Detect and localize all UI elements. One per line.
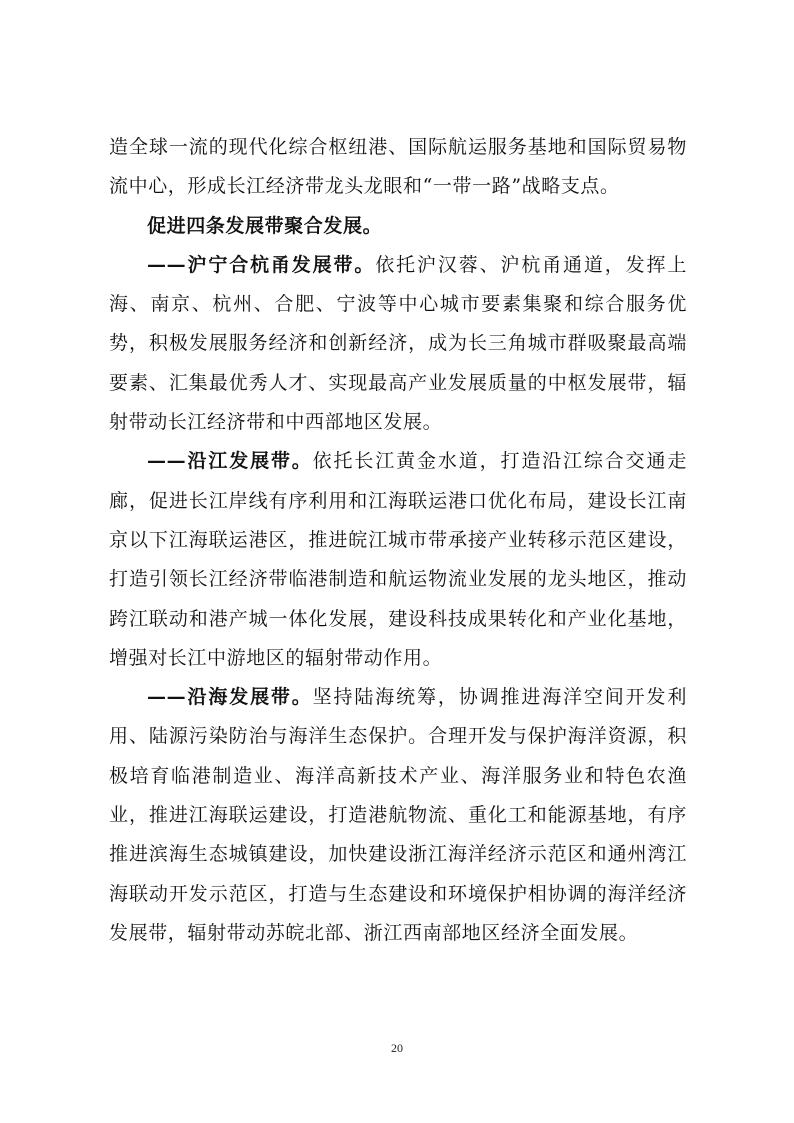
document-body — [109, 128, 687, 953]
belt-body-yanjiang: 依托长江黄金水道，打造沿江综合交通走廊，促进长江岸线有序利用和江海联运港口优化布局，建设长江南京以下江海联运港区，推进皖江城市带承接产业转移示范区建设，打造引领长江经济带临港制造和航运物流业发展的龙头地区，推动跨江联动和港产城一体化发展，建设科技成果转化和产业化基地，增强对长江中游地区的辐射带动作用。 — [109, 450, 687, 669]
paragraph-continuation: 造全球一流的现代化综合枢纽港、国际航运服务基地和国际贸易物流中心，形成长江经济带龙头龙眼和“一带一路”战略支点。 — [109, 136, 687, 198]
paragraph-belt-yanjiang — [109, 442, 687, 678]
belt-body-huning: 依托沪汉蓉、沪杭甬通道，发挥上海、南京、杭州、合肥、宁波等中心城市要素集聚和综合服务优势，积极发展服务经济和创新经济，成为长三角城市群吸聚最高端要素、汇集最优秀人才、实现最高产业发展质量的中枢发展带，辐射带动长江经济带和中西部地区发展。 — [109, 253, 687, 434]
belt-title-yanhai: ——沿海发展带。 — [147, 686, 313, 709]
section-heading: 促进四条发展带聚合发展。 — [147, 214, 383, 237]
paragraph-belt-huning — [109, 246, 687, 442]
page-number: 20 — [391, 1041, 403, 1055]
belt-title-huning: ——沪宁合杭甬发展带。 — [147, 253, 376, 276]
paragraph-belt-yanhai — [109, 678, 687, 953]
belt-body-yanhai: 坚持陆海统筹，协调推进海洋空间开发利用、陆源污染防治与海洋生态保护。合理开发与保护海洋资源，积极培育临港制造业、海洋高新技术产业、海洋服务业和特色农渔业，推进江海联运建设，打造港航物流、重化工和能源基地，有序推进滨海生态城镇建设，加快建设浙江海洋经济示范区和通州湾江海联动开发示范区，打造与生态建设和环境保护相协调的海洋经济发展带，辐射带动苏皖北部、浙江西南部地区经济全面发展。 — [109, 686, 687, 944]
belt-title-yanjiang: ——沿江发展带。 — [147, 450, 313, 473]
